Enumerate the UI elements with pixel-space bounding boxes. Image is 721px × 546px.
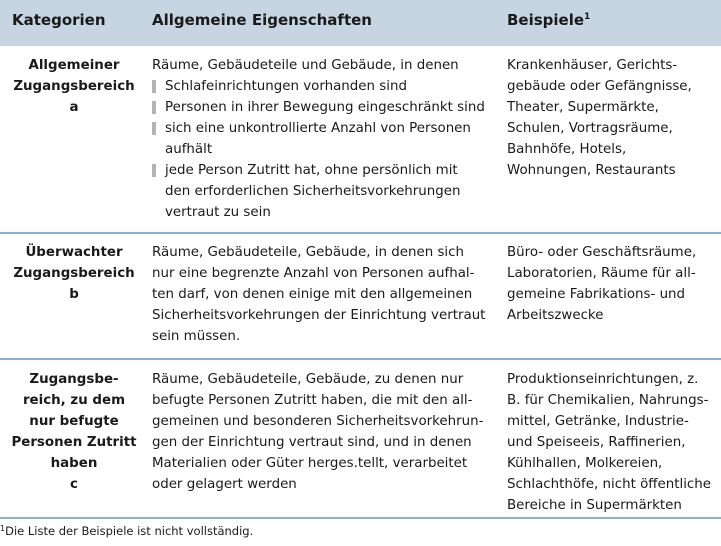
example-line: Produktionseinrichtungen, z.	[507, 372, 699, 387]
example-line: Schlachthöfe, nicht öffentliche	[507, 477, 712, 492]
example-line: gebäude oder Gefängnisse,	[507, 79, 692, 94]
header-kategorien: Kategorien	[12, 11, 106, 29]
category-line: Zugangsbe-	[29, 372, 119, 387]
example-line: mittel, Getränke, Industrie-	[507, 414, 689, 429]
footnote-mark: 1	[0, 524, 6, 533]
header-eigenschaften: Allgemeine Eigenschaften	[152, 11, 372, 29]
bullet-continuation: aufhält	[165, 142, 213, 157]
category-a	[0, 55, 148, 118]
category-c	[0, 369, 148, 495]
example-line: B. für Chemikalien, Nahrungs-	[507, 393, 709, 408]
examples-b	[507, 242, 696, 326]
properties-line: befugte Personen Zutritt haben, die mit den all-	[152, 393, 473, 408]
properties-line: nur eine begrenzte Anzahl von Personen aufhal-	[152, 266, 475, 281]
category-line: nur befugte	[29, 414, 119, 429]
category-line: Zugangsbereich	[13, 79, 135, 94]
examples-a	[507, 55, 692, 181]
properties-c	[152, 369, 483, 495]
properties-line: Materialien oder Güter herges.tellt, verarbeitet	[152, 456, 468, 471]
category-letter: c	[70, 477, 78, 492]
properties-line: sein müssen.	[152, 329, 241, 344]
properties-line: gen der Einrichtung vertraut sind, und in denen	[152, 435, 472, 450]
properties-line: Räume, Gebäudeteile, Gebäude, in denen sich	[152, 245, 464, 260]
row-divider	[0, 232, 721, 234]
example-line: Laboratorien, Räume für all-	[507, 266, 696, 281]
header-footnote-mark: 1	[584, 12, 591, 22]
example-line: Kühlhallen, Molkereien,	[507, 456, 663, 471]
category-letter: a	[69, 100, 79, 115]
bullet-item: Personen in ihrer Bewegung eingeschränkt sind	[165, 97, 485, 118]
example-line: Theater, Supermärkte,	[507, 100, 659, 115]
category-line: Personen Zutritt	[11, 435, 137, 450]
footnote	[0, 524, 253, 538]
properties-line: gemeinen und besonderen Sicherheitsvorkehrun-	[152, 414, 484, 429]
row-divider	[0, 358, 721, 360]
example-line: Schulen, Vortragsräume,	[507, 121, 673, 136]
example-line: Büro- oder Geschäftsräume,	[507, 245, 697, 260]
table-bottom-rule	[0, 517, 721, 519]
header-beispiele	[507, 11, 590, 29]
examples-c	[507, 369, 711, 516]
example-line: gemeine Fabrikations- und	[507, 287, 686, 302]
category-line: Zugangsbereich	[13, 266, 135, 281]
example-line: Wohnungen, Restaurants	[507, 163, 676, 178]
header-beispiele-label: Beispiele	[507, 11, 585, 29]
bullet-item: jede Person Zutritt hat, ohne persönlich mit	[165, 160, 485, 181]
category-line: haben	[50, 456, 98, 471]
category-letter: b	[69, 287, 79, 302]
example-line: und Speiseeis, Raffinerien,	[507, 435, 686, 450]
bullet-continuation: den erforderlichen Sicherheitsvorkehrungen	[165, 184, 461, 199]
footnote-text: Die Liste der Beispiele ist nicht vollständig.	[5, 524, 254, 538]
properties-line: Sicherheitsvorkehrungen der Einrichtung vertraut	[152, 308, 486, 323]
properties-line: oder gelagert werden	[152, 477, 297, 492]
properties-intro: Räume, Gebäudeteile und Gebäude, in denen	[152, 58, 459, 73]
properties-line: Räume, Gebäudeteile, Gebäude, zu denen nur	[152, 372, 464, 387]
properties-line: ten darf, von denen einige mit den allgemeinen	[152, 287, 473, 302]
properties-b	[152, 242, 485, 347]
table-header	[0, 0, 721, 46]
category-line: Überwachter	[25, 245, 123, 260]
example-line: Bahnhöfe, Hotels,	[507, 142, 627, 157]
bullet-item: Schlafeinrichtungen vorhanden sind	[165, 76, 485, 97]
example-line: Arbeitszwecke	[507, 308, 604, 323]
example-line: Bereiche in Supermärkten	[507, 498, 682, 513]
category-b	[0, 242, 148, 305]
bullet-continuation: vertraut zu sein	[165, 205, 271, 220]
bullet-item: sich eine unkontrollierte Anzahl von Personen	[165, 118, 485, 139]
category-line: Allgemeiner	[28, 58, 120, 73]
example-line: Krankenhäuser, Gerichts-	[507, 58, 678, 73]
properties-a	[152, 55, 485, 223]
category-line: reich, zu dem	[22, 393, 126, 408]
